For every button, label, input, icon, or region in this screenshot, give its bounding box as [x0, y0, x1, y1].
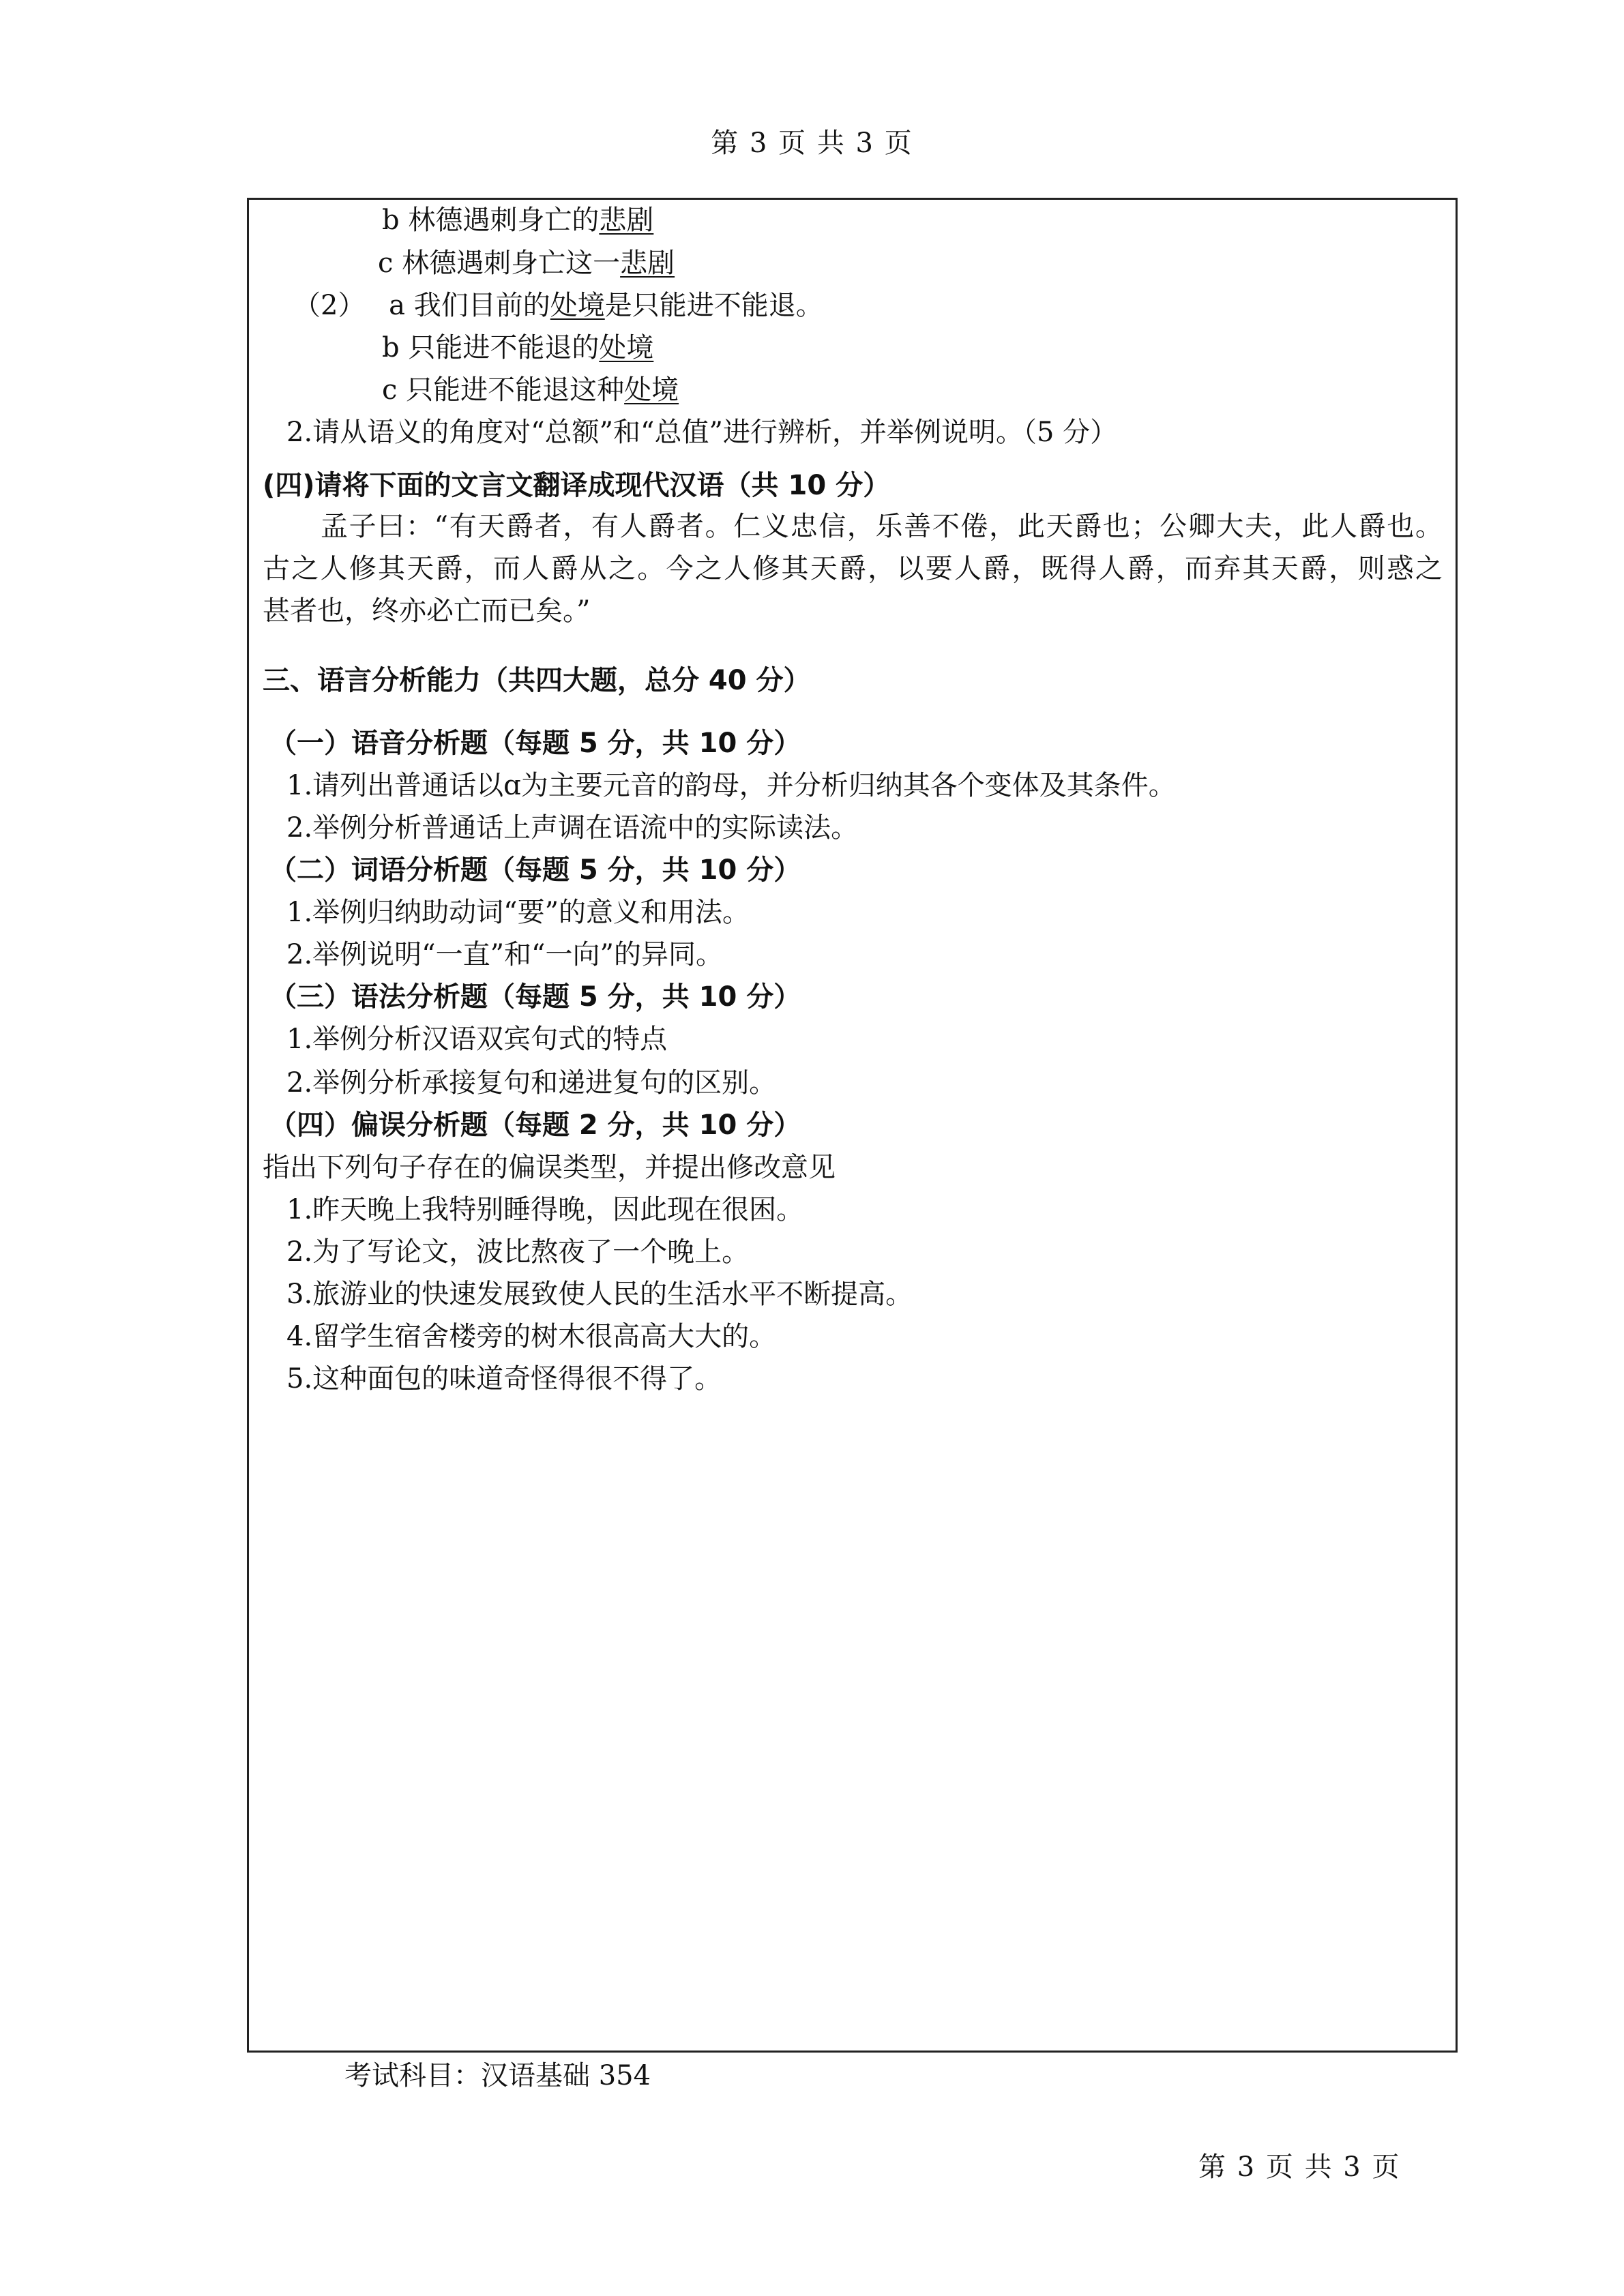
group-1-item-1: 1.请列出普通话以ɑ为主要元音的韵母，并分析归纳其各个变体及其条件。 — [286, 770, 1176, 801]
group-4-item-3: 3.旅游业的快速发展致使人民的生活水平不断提高。 — [286, 1279, 913, 1310]
option-2b: b 只能进不能退的处境 — [382, 332, 654, 363]
group-3-item-2: 2.举例分析承接复句和递进复句的区别。 — [286, 1067, 777, 1099]
group-3-title: （三）语法分析题（每题 5 分，共 10 分） — [269, 981, 801, 1013]
group-1-title: （一）语音分析题（每题 5 分，共 10 分） — [269, 728, 801, 759]
group-4-intro: 指出下列句子存在的偏误类型，并提出修改意见 — [263, 1152, 836, 1183]
section-4-title: (四)请将下面的文言文翻译成现代汉语（共 10 分） — [263, 470, 891, 501]
group-4-title: （四）偏误分析题（每题 2 分，共 10 分） — [269, 1109, 801, 1141]
classical-text-line-1: 孟子曰：“有天爵者，有人爵者。仁义忠信，乐善不倦，此天爵也；公卿大夫，此人爵也。 — [321, 511, 1443, 542]
option-1c: c 林德遇刺身亡这一悲剧 — [378, 248, 675, 279]
part-3-title: 三、语言分析能力（共四大题，总分 40 分） — [263, 665, 811, 696]
group-4-item-1: 1.昨天晚上我特别睡得晚，因此现在很困。 — [286, 1194, 804, 1225]
page-footer: 第 3 页 共 3 页 — [1198, 2151, 1401, 2183]
classical-text-line-3: 甚者也，终亦必亡而已矣。” — [263, 595, 591, 627]
classical-text-line-2: 古之人修其天爵，而人爵从之。今之人修其天爵，以要人爵，既得人爵，而弃其天爵，则惑之 — [263, 553, 1443, 584]
group-4-item-2: 2.为了写论文，波比熬夜了一个晚上。 — [286, 1236, 750, 1268]
group-3-item-1: 1.举例分析汉语双宾句式的特点 — [286, 1024, 668, 1055]
question-2: 2.请从语义的角度对“总额”和“总值”进行辨析，并举例说明。（5 分） — [286, 417, 1118, 448]
page-header: 第 3 页 共 3 页 — [711, 128, 913, 159]
group-4-item-5: 5.这种面包的味道奇怪得很不得了。 — [286, 1363, 722, 1395]
option-2c: c 只能进不能退这种处境 — [382, 374, 679, 406]
exam-subject: 考试科目：汉语基础 354 — [344, 2060, 651, 2091]
group-2-item-1: 1.举例归纳助动词“要”的意义和用法。 — [286, 897, 750, 928]
option-1b: b 林德遇刺身亡的悲剧 — [382, 205, 654, 236]
option-2a: （2） a 我们目前的处境是只能进不能退。 — [293, 290, 823, 321]
group-2-item-2: 2.举例说明“一直”和“一向”的异同。 — [286, 939, 723, 970]
group-4-item-4: 4.留学生宿舍楼旁的树木很高高大大的。 — [286, 1321, 777, 1352]
group-1-item-2: 2.举例分析普通话上声调在语流中的实际读法。 — [286, 812, 859, 844]
group-2-title: （二）词语分析题（每题 5 分，共 10 分） — [269, 854, 801, 886]
